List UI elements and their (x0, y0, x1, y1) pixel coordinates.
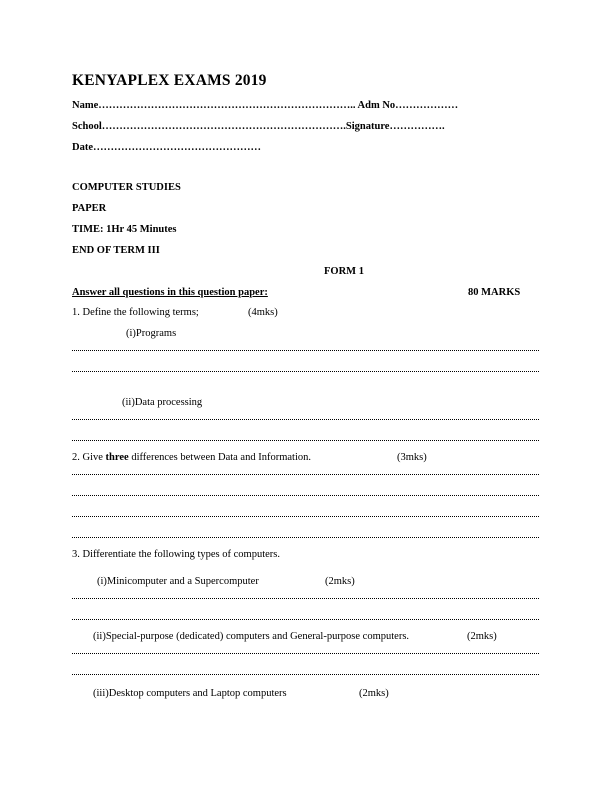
answer-line[interactable] (72, 653, 539, 654)
instructions-text: Answer all questions in this question paper: (72, 287, 268, 298)
school-signature-line: School…………………………………………………………….Signature……………. (72, 121, 445, 132)
answer-line[interactable] (72, 350, 539, 351)
question-1-text: 1. Define the following terms; (72, 307, 199, 318)
question-3-part-i: (i)Minicomputer and a Supercomputer (97, 576, 259, 587)
question-2-text (72, 452, 311, 463)
question-3-text: 3. Differentiate the following types of computers. (72, 549, 281, 560)
question-1-part-ii: (ii)Data processing (122, 397, 203, 408)
question-3-part-iii: (iii)Desktop computers and Laptop computers (93, 688, 287, 699)
question-3-part-i-marks: (2mks) (325, 576, 355, 587)
answer-line[interactable] (72, 371, 539, 372)
question-3-part-ii-marks: (2mks) (467, 631, 497, 642)
paper-label: PAPER (72, 203, 107, 214)
name-adm-line: Name……………………………………………………………….. Adm No……………… (72, 100, 459, 111)
question-2-suffix: differences between Data and Information. (128, 452, 311, 463)
question-2-prefix: 2. Give (72, 452, 106, 463)
answer-line[interactable] (72, 440, 539, 441)
question-3-part-iii-marks: (2mks) (359, 688, 389, 699)
date-line: Date………………………………………… (72, 142, 261, 153)
answer-line[interactable] (72, 598, 539, 599)
term-label: END OF TERM III (72, 245, 160, 256)
exam-title: KENYAPLEX EXAMS 2019 (72, 72, 267, 89)
total-marks: 80 MARKS (468, 287, 521, 298)
answer-line[interactable] (72, 495, 539, 496)
question-3-part-ii: (ii)Special-purpose (dedicated) computers and General-purpose computers. (93, 631, 410, 642)
answer-line[interactable] (72, 419, 539, 420)
question-2-marks: (3mks) (397, 452, 427, 463)
answer-line[interactable] (72, 474, 539, 475)
answer-line[interactable] (72, 537, 539, 538)
answer-line[interactable] (72, 516, 539, 517)
time-label: TIME: 1Hr 45 Minutes (72, 224, 177, 235)
question-2-emphasis: three (105, 452, 129, 463)
subject-label: COMPUTER STUDIES (72, 182, 181, 193)
question-1-marks: (4mks) (248, 307, 278, 318)
question-1-part-i: (i)Programs (126, 328, 177, 339)
form-label: FORM 1 (324, 266, 364, 277)
answer-line[interactable] (72, 674, 539, 675)
answer-line[interactable] (72, 619, 539, 620)
